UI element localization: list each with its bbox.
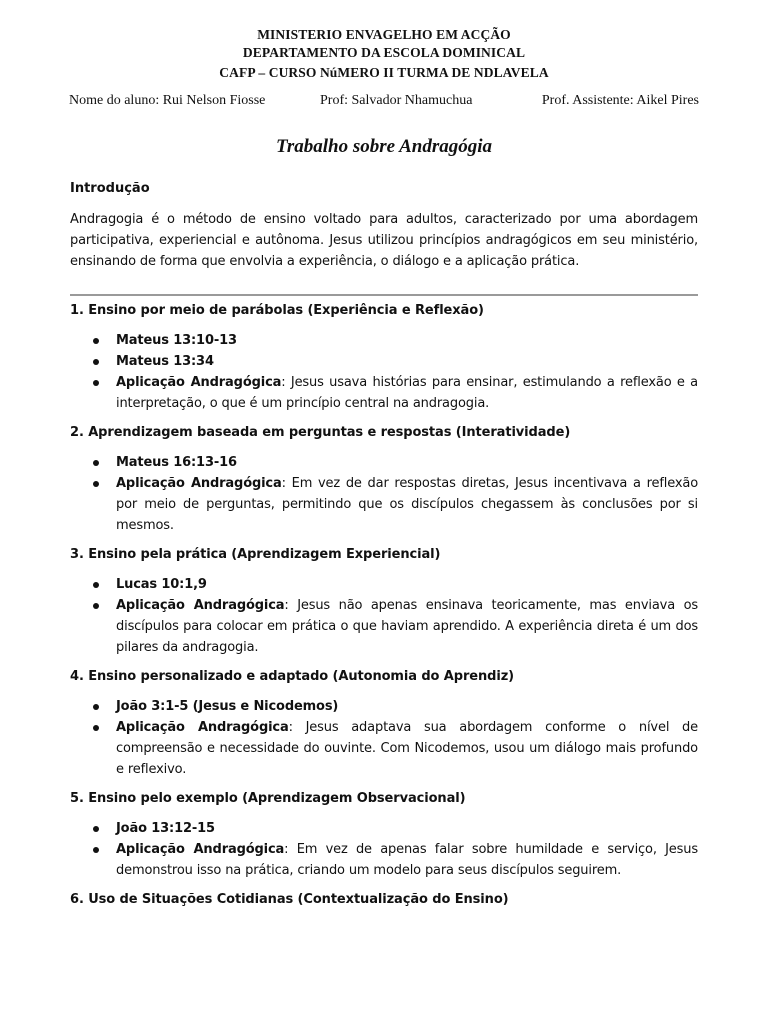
section-heading: 3. Ensino pela prática (Aprendizagem Experiencial)	[70, 547, 441, 562]
sections-container	[70, 300, 698, 910]
bible-reference: Mateus 13:34	[116, 354, 214, 369]
section-heading: 1. Ensino por meio de parábolas (Experiência e Reflexão)	[70, 303, 484, 318]
application-item	[70, 839, 698, 881]
header-department: DEPARTAMENTO DA ESCOLA DOMINICAL	[242, 45, 526, 60]
intro-paragraph: Andragogia é o método de ensino voltado para adultos, caracterizado por uma abordagem participativa, experiencial e autônoma. Jesus utilizou princípios andragógicos em seu ministério, ensinando de forma que envolvia a experiência, o diálogo e a aplicação prática.	[70, 212, 698, 269]
document-body	[70, 179, 698, 919]
bible-reference-item	[70, 452, 698, 473]
application-text: : Jesus não apenas ensinava teoricamente, mas enviava os discípulos para colocar em prática o que haviam aprendido. A experiência direta é um dos pilares da andragogia.	[116, 598, 699, 655]
horizontal-divider	[70, 294, 698, 296]
application-label: Aplicação Andragógica	[116, 720, 289, 735]
application-text: : Em vez de apenas falar sobre humildade e serviço, Jesus demonstrou isso na prática, criando um modelo para seus discípulos seguirem.	[116, 842, 698, 878]
section-bullet-list	[70, 696, 698, 780]
bible-reference-item	[70, 351, 698, 372]
bible-reference-item	[70, 330, 698, 351]
document-title: Trabalho sobre Andragógia	[275, 136, 493, 157]
application-text: : Jesus adaptava sua abordagem conforme o nível de compreensão e necessidade do ouvinte. Com Nicodemos, usou um diálogo mais profundo e reflexivo.	[116, 720, 698, 777]
section-heading: 4. Ensino personalizado e adaptado (Autonomia do Aprendiz)	[70, 669, 515, 684]
professor-name: Prof: Salvador Nhamuchua	[320, 93, 473, 108]
bible-reference: João 13:12-15	[116, 821, 215, 836]
section-heading: 6. Uso de Situações Cotidianas (Contextualização do Ensino)	[70, 892, 509, 907]
application-label: Aplicação Andragógica	[116, 842, 285, 857]
section-bullet-list	[70, 574, 698, 658]
application-text: : Jesus usava histórias para ensinar, estimulando a reflexão e a interpretação, o que é um princípio central na andragogia.	[116, 375, 698, 411]
bible-reference: Mateus 16:13-16	[116, 455, 237, 470]
application-label: Aplicação Andragógica	[116, 476, 282, 491]
section-bullet-list	[70, 818, 698, 881]
student-name: Nome do aluno: Rui Nelson Fiosse	[69, 93, 266, 108]
section-bullet-list	[70, 330, 698, 414]
section-bullet-list	[70, 452, 698, 536]
section-heading: 5. Ensino pelo exemplo (Aprendizagem Observacional)	[70, 791, 466, 806]
bible-reference: João 3:1-5 (Jesus e Nicodemos)	[116, 699, 339, 714]
header-course: CAFP – CURSO NúMERO II TURMA DE NDLAVELA	[219, 65, 549, 80]
application-label: Aplicação Andragógica	[116, 598, 285, 613]
section-heading: 2. Aprendizagem baseada em perguntas e respostas (Interatividade)	[70, 425, 571, 440]
bible-reference-item	[70, 574, 698, 595]
application-item	[70, 473, 698, 536]
application-item	[70, 372, 698, 414]
assistant-name: Prof. Assistente: Aikel Pires	[541, 93, 699, 108]
application-text: : Em vez de dar respostas diretas, Jesus incentivava a reflexão por meio de perguntas, permitindo que os discípulos chegassem às conclusões por si mesmos.	[116, 476, 698, 533]
application-item	[70, 595, 698, 658]
intro-heading: Introdução	[70, 181, 150, 196]
bible-reference-item	[70, 696, 698, 717]
application-item	[70, 717, 698, 780]
bible-reference-item	[70, 818, 698, 839]
header-ministry: MINISTERIO ENVAGELHO EM ACÇÃO	[257, 27, 511, 42]
bible-reference: Lucas 10:1,9	[116, 577, 207, 592]
application-label: Aplicação Andragógica	[116, 375, 282, 390]
bible-reference: Mateus 13:10-13	[116, 333, 237, 348]
names-row	[69, 92, 699, 110]
